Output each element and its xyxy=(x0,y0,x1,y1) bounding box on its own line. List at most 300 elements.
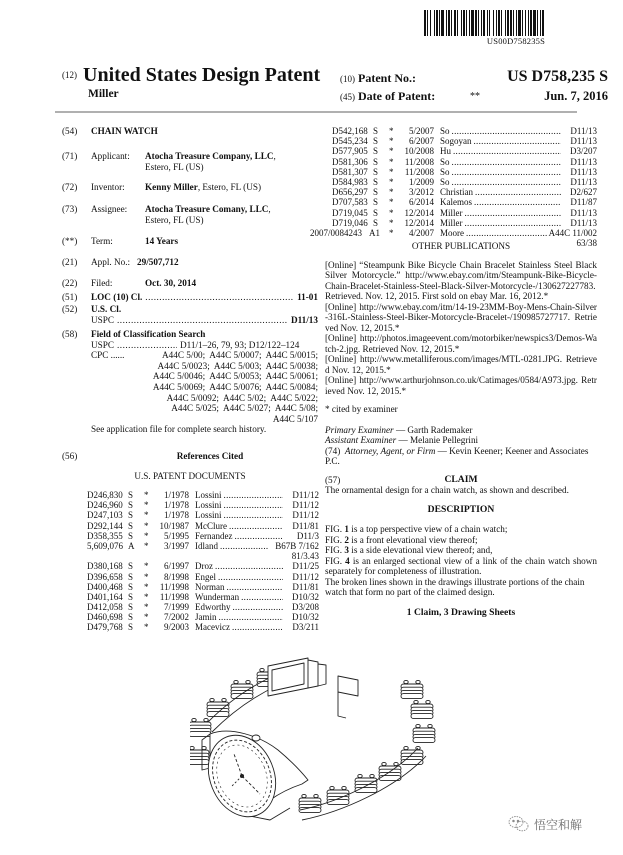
reference-star: * xyxy=(144,530,149,541)
reference-name-leader xyxy=(195,500,285,510)
figure-label: FIG. xyxy=(325,545,345,555)
reference-name: So xyxy=(440,166,450,177)
reference-date: 4/2007 xyxy=(408,227,434,238)
invention-title: CHAIN WATCH xyxy=(91,126,158,136)
reference-class: D3/208 xyxy=(292,602,319,613)
reference-row xyxy=(332,146,597,156)
reference-name-leader xyxy=(440,228,549,238)
reference-kind: S xyxy=(128,602,134,613)
reference-row xyxy=(87,582,319,592)
reference-name: So xyxy=(440,176,450,187)
reference-name-leader xyxy=(195,561,285,571)
cpc-line: A44C 5/0069; A44C 5/0076; A44C 5/0084; xyxy=(152,381,318,392)
reference-name-leader xyxy=(195,622,285,632)
publication-citation: [Online] http://photos.imageevent.com/motorbiker/newspics3/Demos-Watch-2.jpg. Retrieved Nov. 12, 2015.* xyxy=(325,333,597,354)
reference-kind: S xyxy=(128,612,134,623)
search-uspc-label: USPC xyxy=(91,339,114,350)
reference-row xyxy=(332,167,597,177)
reference-row xyxy=(332,187,597,197)
reference-star: * xyxy=(389,136,394,147)
figure-text: is a top perspective view of a chain watch; xyxy=(349,524,508,534)
document-type-title: United States Design Patent xyxy=(83,64,321,86)
primary-examiner-label: Primary Examiner xyxy=(325,424,394,435)
reference-name: Fernandez xyxy=(195,530,233,541)
figure-number: 1 xyxy=(344,524,349,534)
reference-name-leader xyxy=(195,602,285,612)
reference-date: 3/2012 xyxy=(408,187,434,198)
references-list-right xyxy=(310,126,597,249)
reference-star: * xyxy=(389,217,394,228)
chain-link xyxy=(190,718,211,736)
reference-star: * xyxy=(144,510,149,521)
reference-date: 10/1987 xyxy=(159,520,189,531)
reference-class-secondary: 81/3.43 xyxy=(291,551,319,562)
reference-name-leader xyxy=(440,136,563,146)
clasp xyxy=(268,658,358,718)
reference-num: D542,168 xyxy=(332,126,368,136)
inventor-value xyxy=(145,182,320,193)
reference-kind: S xyxy=(373,197,379,208)
reference-name-leader xyxy=(440,177,563,187)
uspc-value: D11/13 xyxy=(290,314,318,325)
reference-row xyxy=(332,136,597,146)
reference-row xyxy=(87,592,319,602)
reference-name-leader xyxy=(440,187,563,197)
reference-date: 5/2007 xyxy=(408,126,434,136)
inid-code-45: (45) xyxy=(340,92,355,102)
reference-name: Sogoyan xyxy=(440,136,472,147)
us-patent-documents-title: U.S. PATENT DOCUMENTS xyxy=(134,471,246,481)
dot-leader xyxy=(234,531,283,541)
reference-kind: A xyxy=(128,540,135,551)
reference-name-leader xyxy=(195,510,285,520)
reference-star: * xyxy=(389,197,394,208)
dot-leader xyxy=(224,490,283,500)
reference-name-leader xyxy=(195,572,285,582)
reference-kind: S xyxy=(373,187,379,198)
reference-row xyxy=(87,531,319,541)
reference-num: D545,234 xyxy=(332,136,368,147)
barcode xyxy=(424,10,545,36)
reference-kind: S xyxy=(373,166,379,177)
reference-star: * xyxy=(389,207,394,218)
document-title xyxy=(62,64,320,87)
reference-name: Miller xyxy=(440,217,463,228)
reference-num: D246,960 xyxy=(87,500,123,511)
reference-num: 5,609,076 xyxy=(87,540,123,551)
cpc-line: A44C 5/0023; A44C 5/003; A44C 5/0038; xyxy=(157,360,318,371)
assistant-examiner-label: Assistant Examiner xyxy=(325,435,397,445)
reference-kind: S xyxy=(128,530,134,541)
patent-date-label: Date of Patent: xyxy=(358,89,436,103)
reference-num: D719,046 xyxy=(332,217,368,228)
reference-date: 7/1999 xyxy=(163,602,189,613)
reference-date: 7/2002 xyxy=(163,612,189,623)
reference-star: * xyxy=(144,581,149,592)
barcode-number: US00D758235S xyxy=(486,36,546,46)
inid-code-12: (12) xyxy=(62,70,77,80)
figure-description xyxy=(325,535,597,546)
reference-name: Lossini xyxy=(195,490,222,500)
reference-kind: S xyxy=(128,520,134,531)
primary-examiner-name: — Garth Rademaker xyxy=(393,424,473,435)
chain-watch-drawing xyxy=(190,648,440,848)
reference-num: 2007/0084243 xyxy=(310,227,363,238)
reference-row xyxy=(332,208,597,218)
dot-leader xyxy=(145,292,294,303)
watermark-text: 悟空和解 xyxy=(534,817,583,832)
inid-code: (22) xyxy=(62,278,78,288)
other-publications-title: OTHER PUBLICATIONS xyxy=(411,241,511,251)
patent-date-row xyxy=(340,89,608,104)
reference-row xyxy=(332,157,597,167)
dot-leader xyxy=(474,136,562,146)
dot-leader xyxy=(232,622,283,632)
reference-name: Engel xyxy=(195,571,216,582)
dot-leader xyxy=(466,228,547,238)
assistant-examiner xyxy=(325,435,597,446)
reference-class: B67B 7/162 xyxy=(275,540,319,551)
reference-row xyxy=(87,541,319,551)
reference-name-leader xyxy=(195,531,285,541)
dot-leader xyxy=(452,167,561,177)
dot-leader xyxy=(229,521,283,531)
dot-leader xyxy=(220,541,269,551)
reference-name: Macevicz xyxy=(195,622,230,633)
reference-name: Hu xyxy=(440,146,451,157)
reference-name-leader xyxy=(195,490,285,500)
inid-code-10: (10) xyxy=(340,74,355,84)
reference-kind: S xyxy=(128,581,134,592)
filed-value: Oct. 30, 2014 xyxy=(145,278,197,288)
references-header xyxy=(62,451,318,461)
reference-kind: S xyxy=(128,510,134,521)
reference-num: D581,307 xyxy=(332,166,368,177)
dot-leader xyxy=(465,218,562,228)
reference-class: D3/207 xyxy=(570,146,597,157)
reference-num: D380,168 xyxy=(87,561,123,572)
chain-link xyxy=(401,680,423,698)
dot-leader xyxy=(233,602,284,612)
reference-name: Lossini xyxy=(195,510,222,521)
dot-leader xyxy=(117,340,177,351)
reference-num: D719,045 xyxy=(332,207,368,218)
reference-row xyxy=(87,612,319,622)
reference-date: 12/2014 xyxy=(404,207,434,218)
figure-label: FIG. xyxy=(325,534,345,545)
reference-star: * xyxy=(389,156,394,167)
reference-name-leader xyxy=(440,126,563,136)
reference-class: D10/32 xyxy=(292,612,319,623)
reference-num: D584,983 xyxy=(332,176,368,187)
barcode-gap xyxy=(544,10,545,36)
figure-number: 3 xyxy=(344,545,349,555)
reference-num: D581,306 xyxy=(332,156,368,167)
reference-kind: S xyxy=(128,622,134,633)
dot-leader xyxy=(224,500,283,510)
reference-row xyxy=(332,177,597,187)
inid-code: (**) xyxy=(62,236,78,246)
dot-leader xyxy=(227,582,284,592)
inid-code: (21) xyxy=(62,257,78,267)
reference-star: * xyxy=(144,500,149,511)
reference-star: * xyxy=(144,591,149,602)
reference-name: So xyxy=(440,156,450,167)
term-label: Term: xyxy=(91,236,113,246)
reference-name: Idland xyxy=(195,540,218,551)
references-title: References Cited xyxy=(176,451,244,461)
applicant-label: Applicant: xyxy=(91,151,130,161)
reference-date: 11/2008 xyxy=(404,166,434,177)
reference-name: McClure xyxy=(195,520,227,531)
reference-star: * xyxy=(144,490,149,500)
reference-kind: S xyxy=(128,490,134,500)
inid-code: (52) xyxy=(62,304,78,314)
reference-class: D11/12 xyxy=(292,500,319,511)
claim-text: The ornamental design for a chain watch, as shown and described. xyxy=(325,485,569,495)
dot-leader xyxy=(218,572,283,582)
dot-leader xyxy=(452,157,561,167)
us-cl-label: U.S. Cl. xyxy=(91,304,122,314)
inid-code: (57) xyxy=(325,474,341,485)
dot-leader xyxy=(452,177,561,187)
reference-name: Norman xyxy=(195,581,225,592)
reference-row-continuation xyxy=(87,551,319,561)
reference-name-leader xyxy=(195,541,271,551)
reference-kind: S xyxy=(373,176,379,187)
reference-star: * xyxy=(144,612,149,623)
dot-leader xyxy=(117,315,288,326)
patent-date: Jun. 7, 2016 xyxy=(544,89,608,103)
reference-name-leader xyxy=(195,612,285,622)
dot-leader xyxy=(241,592,283,602)
reference-kind: S xyxy=(128,571,134,582)
inid-code: (71) xyxy=(62,151,78,161)
right-column xyxy=(325,241,597,618)
reference-name: Lossini xyxy=(195,500,222,511)
cpc-line: A44C 5/0092; A44C 5/02; A44C 5/022; xyxy=(166,392,318,403)
reference-num: D479,768 xyxy=(87,622,123,633)
inid-code: (58) xyxy=(62,329,78,339)
reference-star: * xyxy=(389,187,394,198)
publication-citation: [Online] http://www.ebay.com/itm/14-19-23MM-Boy-Mens-Chain-Silver-316L-Stainless-Steel-Biker-Motorcycle-Bracelet-/190985727717. Retrieved Nov. 12, 2015.* xyxy=(325,301,597,333)
reference-num: D246,830 xyxy=(87,490,123,500)
dot-leader xyxy=(474,197,561,207)
assignee-name: Atocha Treasure Comany, LLC xyxy=(145,204,269,214)
reference-name: Christian xyxy=(440,187,473,198)
dot-leader xyxy=(475,187,561,197)
reference-date: 8/1998 xyxy=(163,571,189,582)
primary-examiner xyxy=(325,425,597,436)
reference-name-leader xyxy=(195,582,285,592)
reference-date: 11/1998 xyxy=(159,581,189,592)
publication-citation: [Online] http://www.metalliferous.com/images/MTL-0281.JPG. Retrieved Nov. 12, 2015.* xyxy=(325,354,597,375)
chain-link xyxy=(207,698,229,716)
reference-class: D11/13 xyxy=(570,217,597,228)
reference-class-secondary: 63/38 xyxy=(576,238,597,249)
filed-label: Filed: xyxy=(91,278,113,288)
patent-number-label: Patent No.: xyxy=(358,71,416,85)
reference-star: * xyxy=(144,622,149,633)
reference-kind: S xyxy=(128,500,134,511)
assignee-location: Estero, FL (US) xyxy=(145,214,204,225)
reference-date: 6/2014 xyxy=(408,197,434,208)
reference-date: 1/1978 xyxy=(163,500,189,511)
cpc-line: A44C 5/025; A44C 5/027; A44C 5/08; xyxy=(171,403,318,414)
reference-date: 6/2007 xyxy=(408,136,434,147)
reference-name: Wunderman xyxy=(195,591,240,602)
search-uspc xyxy=(91,340,318,351)
figure-description xyxy=(325,524,597,535)
reference-date: 9/2003 xyxy=(163,622,189,633)
reference-star: * xyxy=(389,126,394,136)
inid-code: (51) xyxy=(62,292,78,302)
reference-name: Miller xyxy=(440,207,463,218)
reference-row xyxy=(87,561,319,571)
reference-num: D247,103 xyxy=(87,510,123,521)
reference-kind: S xyxy=(373,146,379,157)
description-title: DESCRIPTION xyxy=(427,503,495,515)
reference-row xyxy=(310,227,597,238)
reference-class: D11/25 xyxy=(292,561,319,572)
reference-kind: S xyxy=(373,156,379,167)
attorney xyxy=(325,446,597,467)
reference-class: A44C 11/002 xyxy=(548,227,597,238)
reference-date: 1/1978 xyxy=(163,490,189,500)
reference-kind: S xyxy=(373,126,379,136)
reference-star: * xyxy=(389,146,394,157)
chain-link xyxy=(413,724,435,742)
inid-code: (73) xyxy=(62,204,78,214)
claim-title: CLAIM xyxy=(444,473,478,485)
reference-name: Edworthy xyxy=(195,602,231,613)
reference-kind: S xyxy=(128,561,134,572)
inventor-location: , Estero, FL (US) xyxy=(197,182,262,192)
reference-row xyxy=(332,197,597,207)
watermark xyxy=(508,815,582,833)
reference-num: D358,355 xyxy=(87,530,123,541)
reference-class: D11/12 xyxy=(292,490,319,500)
search-uspc-value: D11/1–26, 79, 93; D12/122–124 xyxy=(179,339,300,350)
reference-star: * xyxy=(389,176,394,187)
uspc-label: USPC xyxy=(91,314,114,325)
chain-link xyxy=(231,680,253,698)
reference-class: D11/13 xyxy=(570,166,597,177)
reference-num: D707,583 xyxy=(332,197,368,208)
reference-name: Kalemos xyxy=(440,197,472,208)
reference-name-leader xyxy=(440,167,563,177)
reference-row xyxy=(87,490,319,500)
header-inventor-surname: Miller xyxy=(88,88,119,100)
figure-number: 4 xyxy=(345,555,350,566)
reference-class: D11/13 xyxy=(570,176,597,187)
cpc-line: A44C 5/00; A44C 5/0007; A44C 5/0015; xyxy=(162,350,318,361)
loc-value: 11-01 xyxy=(297,292,318,302)
figure-description xyxy=(325,556,597,577)
reference-name: Jamin xyxy=(195,612,217,623)
header-divider xyxy=(55,111,577,113)
reference-date: 6/1997 xyxy=(163,561,189,572)
patent-number: US D758,235 S xyxy=(507,68,608,85)
applicant-location: Estero, FL (US) xyxy=(145,161,204,172)
reference-star: * xyxy=(144,520,149,531)
reference-class: D11/13 xyxy=(570,126,597,136)
broken-lines-note: The broken lines shown in the drawings illustrate portions of the chain watch that form no part of the claimed design. xyxy=(325,576,585,597)
reference-name-leader xyxy=(440,197,563,207)
figure-text: is a front elevational view thereof; xyxy=(349,534,478,545)
applicant-name: Atocha Treasure Company, LLC xyxy=(145,151,274,161)
reference-class: D3/211 xyxy=(292,622,319,633)
inid-code: (74) xyxy=(325,445,341,456)
reference-date: 3/1997 xyxy=(163,540,189,551)
reference-row xyxy=(332,218,597,228)
reference-class: D10/32 xyxy=(292,591,319,602)
figure-text: is an enlarged sectional view of a link of the chain watch shown separately for completeness of illustration. xyxy=(325,555,598,576)
reference-date: 11/1998 xyxy=(159,591,189,602)
appl-no-value: 29/507,712 xyxy=(137,257,179,267)
figure-label: FIG. xyxy=(325,555,346,566)
reference-num: D656,297 xyxy=(332,187,368,198)
assignee-label: Assignee: xyxy=(91,204,128,214)
reference-row xyxy=(87,500,319,510)
reference-row xyxy=(87,572,319,582)
figure-number: 2 xyxy=(344,534,349,545)
reference-num: D401,164 xyxy=(87,591,123,602)
publication-citation: [Online] “Steampunk Bike Bicycle Chain Bracelet Stainless Steel Black Silver Motorcycle.” http://www.ebay.com/itm/Steampunk-Bike-Bicycle-Chain-Bracelet-Stainless-Steel-Black-Silver-Motorcycle-/130627227783. Retrieved. Nov. 12, 2015. First sold on ebay Mar. 16, 2012.* xyxy=(325,259,597,301)
assistant-examiner-name: — Melanie Pellegrini xyxy=(396,435,479,445)
chain-link xyxy=(411,700,433,718)
dot-leader xyxy=(452,126,561,136)
reference-class: D11/81 xyxy=(292,520,319,531)
dot-leader xyxy=(453,146,561,156)
patent-number-row xyxy=(340,68,608,86)
wechat-icon xyxy=(508,815,530,833)
reference-date: 11/2008 xyxy=(404,156,434,167)
reference-kind: S xyxy=(128,591,134,602)
inid-code: (54) xyxy=(62,126,78,136)
reference-class: D11/13 xyxy=(570,207,597,218)
dot-leader xyxy=(219,612,284,622)
reference-class: D11/87 xyxy=(570,197,597,208)
cited-by-examiner-note: * cited by examiner xyxy=(325,404,398,414)
reference-name: So xyxy=(440,126,450,136)
reference-class: D11/3 xyxy=(296,530,319,541)
reference-name: Moore xyxy=(440,227,464,238)
dot-leader xyxy=(224,510,283,520)
reference-kind: A1 xyxy=(369,227,380,238)
dot-leader xyxy=(215,561,283,571)
reference-date: 1/2009 xyxy=(408,176,434,187)
cpc-classes xyxy=(91,350,318,424)
reference-class: D11/13 xyxy=(570,136,597,147)
figure-descriptions xyxy=(325,524,597,577)
reference-num: D460,698 xyxy=(87,612,123,623)
reference-star: * xyxy=(389,166,394,177)
attorney-name: — Kevin Keener; Keener and Associates P.C. xyxy=(325,445,589,466)
reference-date: 12/2014 xyxy=(404,217,434,228)
reference-num: D400,468 xyxy=(87,581,123,592)
loc-label: LOC (10) Cl. xyxy=(91,292,143,302)
references-list-left xyxy=(87,490,319,633)
loc-leader xyxy=(91,292,318,303)
inventor-label: Inventor: xyxy=(91,182,125,192)
reference-star: * xyxy=(144,561,149,572)
other-publications-list xyxy=(325,260,597,397)
cpc-line: A44C 5/107 xyxy=(272,413,318,424)
inid-code: (72) xyxy=(62,182,78,192)
reference-star: * xyxy=(144,540,149,551)
reference-class: D11/81 xyxy=(292,581,319,592)
